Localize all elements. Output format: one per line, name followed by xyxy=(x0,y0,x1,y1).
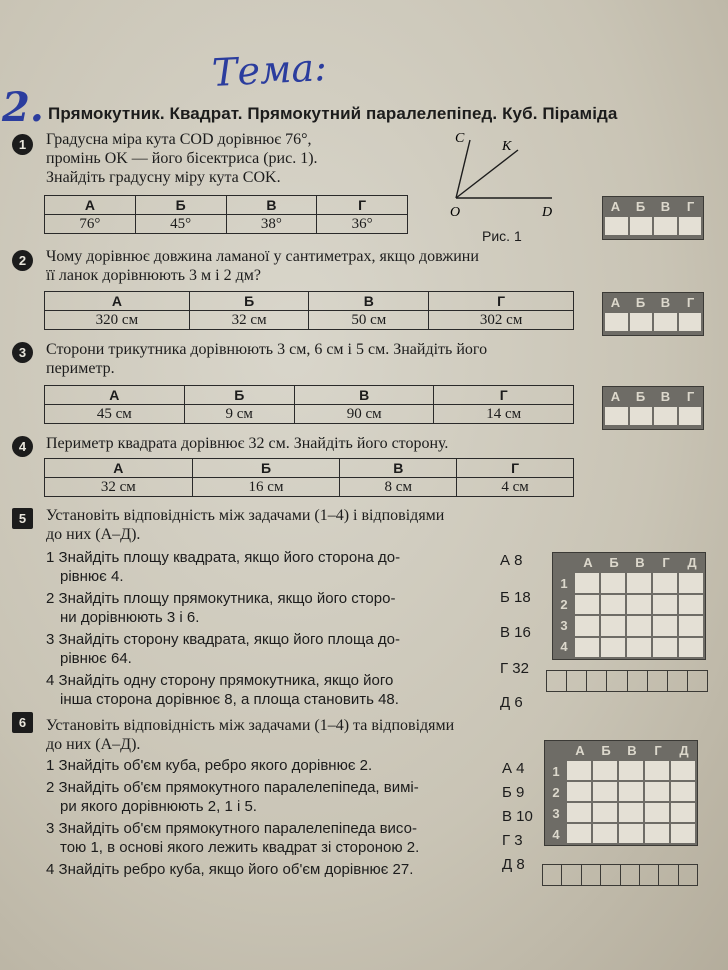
strip-cell[interactable] xyxy=(659,865,678,885)
option-value: 16 см xyxy=(192,478,340,497)
strip-cell[interactable] xyxy=(628,671,648,691)
task-line: ри якого дорівнюють 2, 1 і 5. xyxy=(60,798,257,815)
match-cell[interactable] xyxy=(593,782,617,801)
task-line: інша сторона дорівнює 8, а площа становить 48. xyxy=(60,691,399,708)
match-cell[interactable] xyxy=(653,573,677,593)
task-line: 4 Знайдіть одну сторону прямокутника, якщо його xyxy=(46,672,394,689)
match-cell[interactable] xyxy=(575,595,599,615)
answer-box-3: А Б В Г xyxy=(602,386,704,430)
match-cell[interactable] xyxy=(645,782,669,801)
answer-option: Г 32 xyxy=(500,660,529,677)
question-line: промінь OK — його бісектриса (рис. 1). xyxy=(46,150,318,167)
question-number-3: 3 xyxy=(12,342,33,363)
question-2-text xyxy=(46,247,586,285)
match-cell[interactable] xyxy=(575,573,599,593)
option-value: 4 см xyxy=(457,478,574,497)
match-cell[interactable] xyxy=(645,761,669,780)
task-line: ни дорівнюють 3 і 6. xyxy=(60,609,200,626)
question-line: периметр. xyxy=(46,360,115,377)
option-letter: Г xyxy=(317,196,408,215)
answer-strip-5 xyxy=(546,670,708,692)
match-cell[interactable] xyxy=(627,616,651,636)
answer-cell[interactable] xyxy=(605,313,628,331)
option-letter: Г xyxy=(434,386,574,405)
question-line: до них (А–Д). xyxy=(46,736,141,753)
page-title: Прямокутник. Квадрат. Прямокутний паралелепіпед. Куб. Піраміда xyxy=(48,104,618,123)
question-5-tasks xyxy=(46,548,486,709)
option-value: 8 см xyxy=(340,478,457,497)
answer-cell[interactable] xyxy=(679,407,702,425)
match-cell[interactable] xyxy=(679,638,703,658)
match-cell[interactable] xyxy=(593,803,617,822)
question-line: Установіть відповідність між задачами (1–4) і відповідями xyxy=(46,507,445,524)
answer-option: Б 18 xyxy=(500,589,531,606)
match-grid-6: А Б В Г Д 1 2 3 4 xyxy=(544,740,698,846)
question-line: Чому дорівнює довжина ламаної у сантиметрах, якщо довжини xyxy=(46,248,479,265)
strip-cell[interactable] xyxy=(587,671,607,691)
question-line: до них (А–Д). xyxy=(46,526,141,543)
match-grid-5: А Б В Г Д 1 2 3 4 xyxy=(552,552,706,660)
question-6-text xyxy=(46,716,586,754)
strip-cell[interactable] xyxy=(679,865,697,885)
strip-cell[interactable] xyxy=(640,865,659,885)
option-value: 32 см xyxy=(45,478,193,497)
answer-cell[interactable] xyxy=(605,217,628,235)
match-cell[interactable] xyxy=(567,782,591,801)
option-letter: Г xyxy=(457,459,574,478)
answer-cell[interactable] xyxy=(654,217,677,235)
match-cell[interactable] xyxy=(619,803,643,822)
task-line: 1 Знайдіть об'єм куба, ребро якого дорівнює 2. xyxy=(46,757,373,774)
answer-cell[interactable] xyxy=(679,217,702,235)
strip-cell[interactable] xyxy=(582,865,601,885)
match-cell[interactable] xyxy=(653,638,677,658)
match-cell[interactable] xyxy=(645,803,669,822)
strip-cell[interactable] xyxy=(562,865,581,885)
question-5-text xyxy=(46,506,586,544)
answer-cell[interactable] xyxy=(630,313,653,331)
match-cell[interactable] xyxy=(679,595,703,615)
match-cell[interactable] xyxy=(593,824,617,843)
answer-cell[interactable] xyxy=(630,407,653,425)
match-cell[interactable] xyxy=(627,638,651,658)
answer-cell[interactable] xyxy=(630,217,653,235)
match-cell[interactable] xyxy=(601,616,625,636)
match-cell[interactable] xyxy=(671,782,695,801)
answer-option: Д 8 xyxy=(502,856,525,873)
match-cell[interactable] xyxy=(619,782,643,801)
answer-option: Г 3 xyxy=(502,832,523,849)
question-4-options xyxy=(44,458,574,497)
option-value: 76° xyxy=(45,215,136,234)
answer-option: В 16 xyxy=(500,624,531,641)
option-value: 38° xyxy=(226,215,317,234)
option-letter: В xyxy=(309,292,429,311)
strip-cell[interactable] xyxy=(668,671,688,691)
match-cell[interactable] xyxy=(653,595,677,615)
question-3-text xyxy=(46,340,586,378)
task-line: 3 Знайдіть об'єм прямокутного паралелепіпеда висо- xyxy=(46,820,417,837)
answer-option: А 4 xyxy=(502,760,525,777)
option-letter: Б xyxy=(189,292,309,311)
handwritten-number: 2. xyxy=(2,84,44,131)
match-cell[interactable] xyxy=(575,638,599,658)
option-value: 90 см xyxy=(294,405,434,424)
option-letter: Б xyxy=(192,459,340,478)
option-letter: В xyxy=(294,386,434,405)
match-cell[interactable] xyxy=(653,616,677,636)
match-cell[interactable] xyxy=(575,616,599,636)
question-line: її ланок дорівнюють 3 м і 2 дм? xyxy=(46,267,261,284)
option-letter: А xyxy=(45,292,190,311)
task-line: 2 Знайдіть об'єм прямокутного паралелепіпеда, вимі- xyxy=(46,779,419,796)
answer-box-2: А Б В Г xyxy=(602,292,704,336)
answer-cell[interactable] xyxy=(605,407,628,425)
question-number-5: 5 xyxy=(12,508,33,529)
answer-option: В 10 xyxy=(502,808,533,825)
option-letter: А xyxy=(45,196,136,215)
option-value: 320 см xyxy=(45,311,190,330)
question-line: Установіть відповідність між задачами (1–4) та відповідями xyxy=(46,717,455,734)
match-cell[interactable] xyxy=(671,803,695,822)
answer-option: Б 9 xyxy=(502,784,525,801)
option-value: 36° xyxy=(317,215,408,234)
match-cell[interactable] xyxy=(619,761,643,780)
question-number-4: 4 xyxy=(12,436,33,457)
option-letter: В xyxy=(340,459,457,478)
strip-cell[interactable] xyxy=(543,865,562,885)
option-value: 302 см xyxy=(429,311,574,330)
strip-cell[interactable] xyxy=(621,865,640,885)
task-line: 4 Знайдіть ребро куба, якщо його об'єм дорівнює 27. xyxy=(46,861,414,878)
match-cell[interactable] xyxy=(619,824,643,843)
answer-strip-6 xyxy=(542,864,698,886)
task-line: рівнює 64. xyxy=(60,650,132,667)
answer-cell[interactable] xyxy=(679,313,702,331)
strip-cell[interactable] xyxy=(648,671,668,691)
answer-box-1: А Б В Г xyxy=(602,196,704,240)
strip-cell[interactable] xyxy=(601,865,620,885)
strip-cell[interactable] xyxy=(688,671,707,691)
task-line: тою 1, в основі якого лежить квадрат зі стороною 2. xyxy=(60,839,420,856)
option-letter: Г xyxy=(429,292,574,311)
match-cell[interactable] xyxy=(601,638,625,658)
option-letter: Б xyxy=(135,196,226,215)
match-cell[interactable] xyxy=(671,824,695,843)
question-line: Градусна міра кута COD дорівнює 76°, xyxy=(46,131,312,148)
option-letter: А xyxy=(45,386,185,405)
question-number-1: 1 xyxy=(12,134,33,155)
figure-label-k: K xyxy=(502,139,512,154)
match-cell[interactable] xyxy=(627,595,651,615)
match-cell[interactable] xyxy=(645,824,669,843)
task-line: 3 Знайдіть сторону квадрата, якщо його площа до- xyxy=(46,631,400,648)
match-cell[interactable] xyxy=(679,573,703,593)
task-line: 1 Знайдіть площу квадрата, якщо його сторона до- xyxy=(46,549,401,566)
question-2-options xyxy=(44,291,574,330)
option-letter: А xyxy=(45,459,193,478)
task-line: рівнює 4. xyxy=(60,568,124,585)
match-cell[interactable] xyxy=(567,824,591,843)
question-3-options xyxy=(44,385,574,424)
match-cell[interactable] xyxy=(601,595,625,615)
question-number-2: 2 xyxy=(12,250,33,271)
figure-label-d: D xyxy=(542,205,553,220)
match-cell[interactable] xyxy=(593,761,617,780)
option-value: 32 см xyxy=(189,311,309,330)
handwritten-topic: Тема: xyxy=(210,45,328,95)
question-line: Знайдіть градусну міру кута COK. xyxy=(46,169,281,186)
option-value: 9 см xyxy=(184,405,294,424)
match-cell[interactable] xyxy=(601,573,625,593)
match-cell[interactable] xyxy=(679,616,703,636)
match-cell[interactable] xyxy=(627,573,651,593)
answer-option: А 8 xyxy=(500,552,523,569)
strip-cell[interactable] xyxy=(547,671,567,691)
option-letter: Б xyxy=(184,386,294,405)
figure-label-c: C xyxy=(455,131,465,146)
option-value: 45 см xyxy=(45,405,185,424)
question-line: Сторони трикутника дорівнюють 3 см, 6 см і 5 см. Знайдіть його xyxy=(46,341,488,358)
answer-option: Д 6 xyxy=(500,694,523,711)
angle-figure xyxy=(440,128,570,220)
option-letter: В xyxy=(226,196,317,215)
match-cell[interactable] xyxy=(671,761,695,780)
question-6-tasks xyxy=(46,756,496,879)
figure-label-o: O xyxy=(450,205,461,220)
figure-caption: Рис. 1 xyxy=(482,228,522,244)
strip-cell[interactable] xyxy=(567,671,587,691)
answer-cell[interactable] xyxy=(654,313,677,331)
question-line: Периметр квадрата дорівнює 32 см. Знайдіть його сторону. xyxy=(46,435,449,452)
question-1-text xyxy=(46,130,426,187)
option-value: 50 см xyxy=(309,311,429,330)
strip-cell[interactable] xyxy=(607,671,627,691)
match-cell[interactable] xyxy=(567,803,591,822)
option-value: 45° xyxy=(135,215,226,234)
question-1-options xyxy=(44,195,408,234)
task-line: 2 Знайдіть площу прямокутника, якщо його сторо- xyxy=(46,590,396,607)
option-value: 14 см xyxy=(434,405,574,424)
question-4-text xyxy=(46,434,586,453)
answer-cell[interactable] xyxy=(654,407,677,425)
question-number-6: 6 xyxy=(12,712,33,733)
match-cell[interactable] xyxy=(567,761,591,780)
